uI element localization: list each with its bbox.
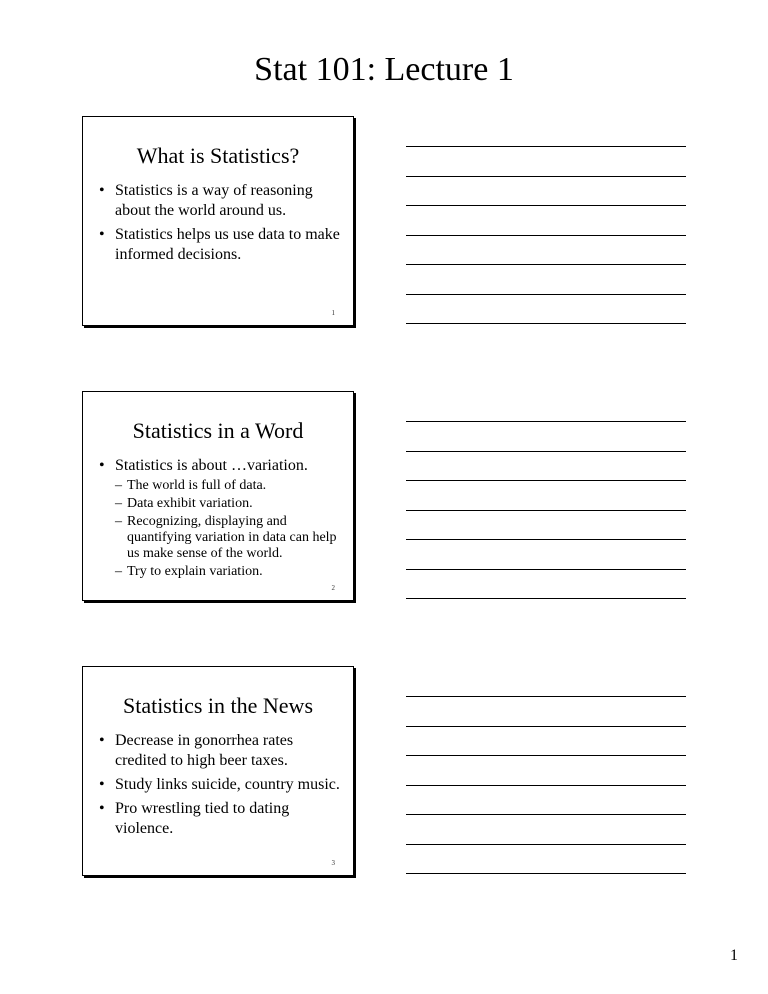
note-line: [406, 205, 686, 206]
note-line: [406, 755, 686, 756]
slide-title: What is Statistics?: [136, 143, 300, 168]
sub-bullet-item: – Recognizing, displaying and quantifying variation in data can help us make sense of the world.: [115, 514, 343, 562]
bullet-list: [97, 731, 343, 843]
bullet-item: • Statistics is a way of reasoning about the world around us.: [97, 181, 343, 221]
notes-lines-3: [406, 696, 686, 903]
note-line: [406, 696, 686, 697]
bullet-item: • Decrease in gonorrhea rates credited to high beer taxes.: [97, 731, 343, 771]
note-line: [406, 294, 686, 295]
bullet-text: Statistics is about …variation.: [115, 457, 308, 474]
slide-2: [82, 391, 354, 601]
page-title: Stat 101: Lecture 1: [254, 51, 514, 88]
note-line: [406, 814, 686, 815]
note-line: [406, 726, 686, 727]
bullet-item: [97, 456, 343, 580]
slide-number: 1: [331, 309, 335, 317]
slide-title: Statistics in the News: [122, 693, 314, 718]
note-line: [406, 323, 686, 324]
notes-lines-2: [406, 421, 686, 628]
note-line: [406, 510, 686, 511]
slide-number: 2: [331, 584, 335, 592]
note-line: [406, 421, 686, 422]
note-line: [406, 264, 686, 265]
slide-title: Statistics in a Word: [132, 418, 304, 443]
bullet-list: [97, 456, 343, 584]
bullet-item: • Pro wrestling tied to dating violence.: [97, 799, 343, 839]
sub-bullet-item: – The world is full of data.: [115, 478, 343, 494]
notes-lines-1: [406, 146, 686, 353]
note-line: [406, 451, 686, 452]
note-line: [406, 785, 686, 786]
note-line: [406, 539, 686, 540]
note-line: [406, 235, 686, 236]
slide-number: 3: [331, 859, 335, 867]
note-line: [406, 873, 686, 874]
note-line: [406, 146, 686, 147]
sub-bullet-item: – Data exhibit variation.: [115, 496, 343, 512]
sub-bullet-list: [115, 478, 343, 580]
note-line: [406, 598, 686, 599]
slide-3: [82, 666, 354, 876]
bullet-item: • Study links suicide, country music.: [97, 775, 343, 795]
slide-1: [82, 116, 354, 326]
note-line: [406, 176, 686, 177]
page-number: 1: [730, 947, 738, 964]
sub-bullet-item: – Try to explain variation.: [115, 564, 343, 580]
note-line: [406, 569, 686, 570]
bullet-item: • Statistics helps us use data to make informed decisions.: [97, 225, 343, 265]
bullet-list: [97, 181, 343, 269]
note-line: [406, 844, 686, 845]
note-line: [406, 480, 686, 481]
